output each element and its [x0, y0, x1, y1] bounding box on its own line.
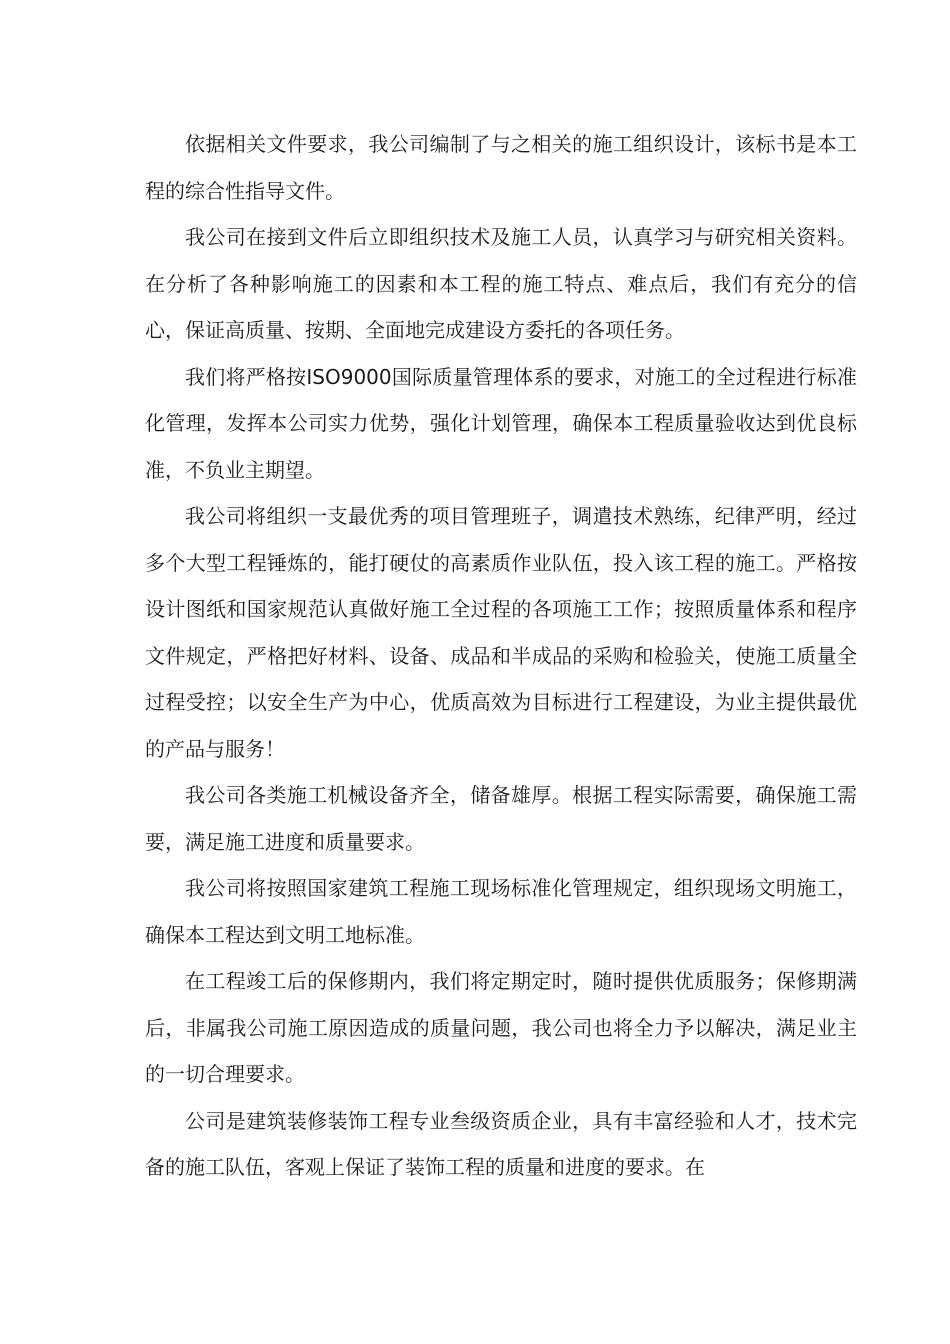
paragraph: 公司是建筑装修装饰工程专业叁级资质企业，具有丰富经验和人才，技术完备的施工队伍，客观上保证了装饰工程的质量和进度的要求。在	[145, 1108, 857, 1179]
paragraph: 我公司将组织一支最优秀的项目管理班子，调遣技术熟练，纪律严明，经过多个大型工程锤炼的，能打硬仗的高素质作业队伍，投入该工程的施工。严格按设计图纸和国家规范认真做好施工全过程的各项施工工作；按照质量体系和程序文件规定，严格把好材料、设备、成品和半成品的采购和检验关，使施工质量全过程受控；以安全生产为中心，优质高效为目标进行工程建设，为业主提供最优的产品与服务！	[145, 504, 857, 761]
paragraph: 依据相关文件要求，我公司编制了与之相关的施工组织设计，该标书是本工程的综合性指导文件。	[145, 132, 857, 203]
paragraph: 在工程竣工后的保修期内，我们将定期定时，随时提供优质服务；保修期满后，非属我公司施工原因造成的质量问题，我公司也将全力予以解决，满足业主的一切合理要求。	[145, 969, 857, 1086]
paragraph: 我公司各类施工机械设备齐全，储备雄厚。根据工程实际需要，确保施工需要，满足施工进度和质量要求。	[145, 783, 857, 854]
paragraph: 我们将严格按ISO9000国际质量管理体系的要求，对施工的全过程进行标准化管理，发挥本公司实力优势，强化计划管理，确保本工程质量验收达到优良标准，不负业主期望。	[145, 364, 857, 482]
paragraph: 我公司将按照国家建筑工程施工现场标准化管理规定，组织现场文明施工，确保本工程达到文明工地标准。	[145, 876, 857, 947]
document-body	[145, 121, 857, 1191]
paragraph: 我公司在接到文件后立即组织技术及施工人员，认真学习与研究相关资料。在分析了各种影响施工的因素和本工程的施工特点、难点后，我们有充分的信心，保证高质量、按期、全面地完成建设方委托的各项任务。	[145, 225, 857, 342]
